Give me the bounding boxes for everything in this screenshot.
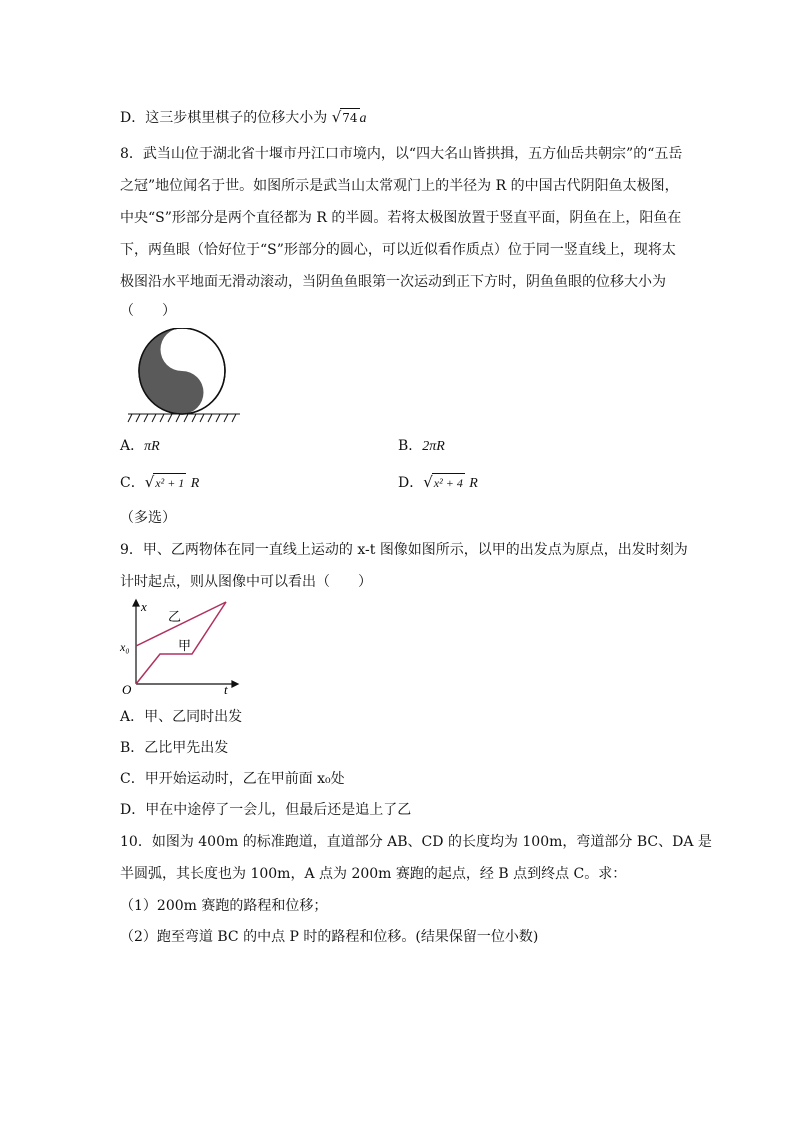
q8-line-2: 之冠”地位闻名于世。如图所示是武当山太常观门上的半径为 R 的中国古代阴阳鱼太极图， bbox=[120, 178, 679, 194]
q7-option-d bbox=[120, 108, 367, 128]
q8-option-b-text: 2πR bbox=[422, 439, 445, 454]
sqrt-symbol: √ bbox=[423, 473, 433, 491]
q8-option-c-radicand: x² + 1 bbox=[153, 473, 186, 492]
q8-line-5: 极图沿水平地面无滑动滚动，当阴鱼鱼眼第一次运动到正下方时，阴鱼鱼眼的位移大小为 bbox=[120, 274, 666, 290]
yin-eye bbox=[177, 345, 187, 355]
q8-option-a-text: πR bbox=[144, 439, 160, 454]
q8-option-d bbox=[398, 473, 478, 493]
x-axis-arrow bbox=[133, 600, 139, 606]
axis-t-label: t bbox=[224, 682, 228, 696]
q8-option-a bbox=[120, 437, 160, 456]
q9-option-d: D．甲在中途停了一会儿，但最后还是追上了乙 bbox=[120, 802, 412, 818]
t-axis-arrow bbox=[232, 681, 238, 687]
q10-sub-2: （2）跑至弯道 BC 的中点 P 时的路程和位移。(结果保留一位小数) bbox=[120, 929, 539, 945]
q8-line-4: 下，两鱼眼（恰好位于“S”形部分的圆心，可以近似看作质点）位于同一竖直线上，现将太 bbox=[120, 242, 676, 258]
ground-hatch bbox=[128, 414, 240, 422]
q10-line-2: 半圆弧，其长度也为 100m，A 点为 200m 赛跑的起点，经 B 点到终点 C。求： bbox=[120, 866, 627, 882]
origin-label: O bbox=[122, 682, 132, 696]
q8-option-c-label: C． bbox=[120, 475, 145, 491]
x0-label: x₀ bbox=[120, 640, 130, 654]
q8-option-b-label: B． bbox=[398, 438, 423, 454]
q8-option-d-radicand: x² + 4 bbox=[432, 473, 465, 492]
q9-option-b: B．乙比甲先出发 bbox=[120, 740, 229, 756]
yi-label: 乙 bbox=[168, 609, 182, 624]
q9-tag: （多选） bbox=[120, 510, 176, 526]
q8-option-c-var: R bbox=[190, 476, 200, 491]
axis-x-label: x bbox=[141, 599, 147, 614]
sqrt-symbol: √ bbox=[331, 108, 342, 126]
q10-sub-1: （1）200m 赛跑的路程和位移； bbox=[120, 898, 328, 914]
q9-option-a: A．甲、乙同时出发 bbox=[120, 709, 243, 725]
jia-label: 甲 bbox=[178, 638, 192, 653]
sqrt-symbol: √ bbox=[144, 473, 155, 491]
yang-eye bbox=[177, 388, 187, 398]
q9-option-c: C．甲开始运动时，乙在甲前面 x₀处 bbox=[120, 771, 345, 787]
q8-option-d-var: R bbox=[469, 476, 478, 491]
q8-bracket: （ ） bbox=[120, 303, 176, 319]
q8-line-3: 中央“S”形部分是两个直径都为 R 的半圆。若将太极图放置于竖直平面，阴鱼在上，阳鱼在 bbox=[120, 210, 682, 226]
q8-line-1: 8．武当山位于湖北省十堰市丹江口市境内，以“四大名山皆拱揖，五方仙岳共朝宗”的“五岳 bbox=[120, 146, 683, 162]
q7-option-d-radicand: 74 bbox=[340, 108, 359, 127]
q8-option-b bbox=[398, 437, 445, 456]
q8-option-d-label: D． bbox=[398, 475, 424, 491]
q10-line-1: 10．如图为 400m 的标准跑道，直道部分 AB、CD 的长度均为 100m，弯道部分 BC、DA 是 bbox=[120, 834, 712, 850]
q7-option-d-var: a bbox=[359, 111, 367, 126]
taiji-circle bbox=[139, 328, 225, 414]
taiji-figure bbox=[126, 328, 242, 424]
q7-option-d-text: D．这三步棋里棋子的位移大小为 bbox=[120, 110, 328, 126]
xt-graph bbox=[118, 598, 242, 696]
q9-line-1: 9．甲、乙两物体在同一直线上运动的 x-t 图像如图所示，以甲的出发点为原点，出发时刻为 bbox=[120, 542, 688, 558]
q8-option-a-label: A． bbox=[120, 438, 145, 454]
q8-option-c bbox=[120, 473, 199, 493]
q9-line-2: 计时起点，则从图像中可以看出（ ） bbox=[120, 574, 372, 590]
